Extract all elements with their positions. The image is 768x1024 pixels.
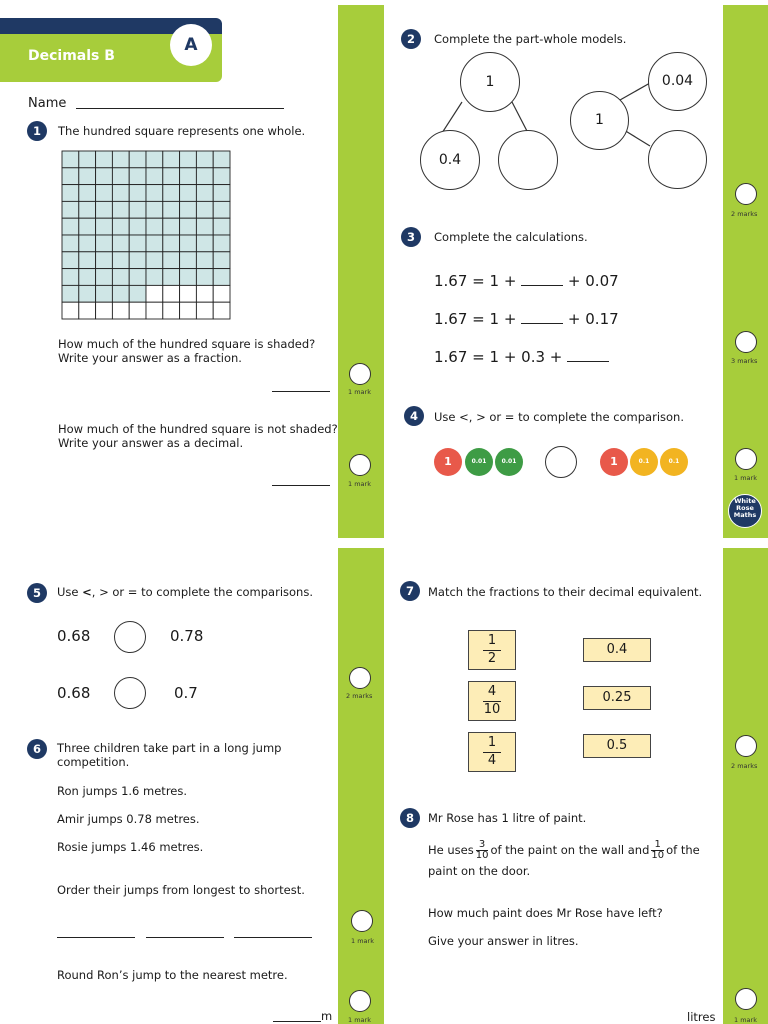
grid-cell-shaded (96, 235, 113, 252)
unit-label: litres (687, 1010, 716, 1024)
mark-circle (735, 735, 757, 757)
question-text: He uses $\frac{3}{10}$ of the paint on the wall and $\frac{1}{10}$ of the (428, 839, 700, 861)
part-whole-part-blank[interactable] (498, 130, 558, 190)
question-text: Write your answer as a fraction. (58, 351, 242, 365)
grid-cell-shaded (112, 269, 129, 286)
answer-line[interactable] (146, 937, 224, 938)
question-text: paint on the door. (428, 864, 531, 878)
grid-cell-shaded (129, 218, 146, 235)
grid-cell-shaded (213, 151, 230, 168)
grid-cell-shaded (62, 252, 79, 269)
unit-label: m (321, 1009, 333, 1023)
grid-cell-shaded (180, 252, 197, 269)
question-prompt: Mr Rose has 1 litre of paint. (428, 811, 587, 825)
comparison-value: 0.78 (170, 627, 204, 645)
grid-cell-shaded (96, 285, 113, 302)
grid-cell-shaded (129, 269, 146, 286)
mark-circle (735, 331, 757, 353)
grid-cell-shaded (79, 235, 96, 252)
mark-circle (349, 990, 371, 1012)
grid-cell-shaded (96, 269, 113, 286)
grid-cell-shaded (79, 168, 96, 185)
grid-cell-shaded (146, 218, 163, 235)
grid-cell-shaded (213, 252, 230, 269)
grid-cell-shaded (196, 151, 213, 168)
marks-label: 3 marks (731, 357, 758, 365)
question-text: Write your answer as a decimal. (58, 436, 244, 450)
grid-cell (79, 302, 96, 319)
grid-cell-shaded (96, 201, 113, 218)
place-value-counter: 0.01 (465, 448, 493, 476)
grid-cell-shaded (180, 235, 197, 252)
calc-left: 1.67 = 1 + (434, 310, 522, 328)
grid-cell (213, 302, 230, 319)
grid-cell-shaded (79, 201, 96, 218)
answer-blank[interactable] (567, 349, 609, 362)
decimal-card[interactable]: 0.25 (583, 686, 651, 710)
part-value: 0.4 (438, 152, 462, 168)
part-whole-part (420, 130, 480, 190)
calculation-row (434, 310, 619, 328)
question-prompt: Three children take part in a long jump (57, 741, 282, 755)
grid-cell-shaded (146, 252, 163, 269)
decimal-card[interactable]: 0.4 (583, 638, 651, 662)
grid-cell-shaded (112, 168, 129, 185)
grid-cell (163, 302, 180, 319)
grid-cell-shaded (62, 201, 79, 218)
grid-cell (213, 285, 230, 302)
grid-cell-shaded (79, 151, 96, 168)
question-number: 5 (27, 583, 47, 603)
question-text: How much paint does Mr Rose have left? (428, 906, 663, 920)
answer-blank[interactable] (521, 273, 563, 286)
grid-cell-shaded (163, 269, 180, 286)
marks-label: 1 mark (348, 1016, 371, 1024)
jump-statement: Amir jumps 0.78 metres. (57, 812, 200, 826)
answer-line[interactable] (234, 937, 312, 938)
grid-cell-shaded (79, 285, 96, 302)
grid-cell-shaded (196, 269, 213, 286)
grid-cell-shaded (62, 151, 79, 168)
grid-cell-shaded (112, 285, 129, 302)
mark-circle (349, 363, 371, 385)
calculation-row (434, 348, 609, 366)
grid-cell-shaded (213, 201, 230, 218)
fraction-card[interactable]: 1 4 (468, 732, 516, 772)
question-number: 6 (27, 739, 47, 759)
grid-cell-shaded (163, 235, 180, 252)
grid-cell-shaded (62, 269, 79, 286)
grid-cell-shaded (112, 252, 129, 269)
grid-cell-shaded (62, 185, 79, 202)
grid-cell-shaded (163, 252, 180, 269)
grid-cell (163, 285, 180, 302)
marks-label: 2 marks (731, 762, 758, 770)
grid-cell-shaded (146, 151, 163, 168)
version-badge (170, 24, 212, 66)
grid-cell (112, 302, 129, 319)
grid-cell (146, 285, 163, 302)
grid-cell-shaded (196, 201, 213, 218)
grid-cell-shaded (196, 218, 213, 235)
grid-cell-shaded (163, 151, 180, 168)
grid-cell-shaded (112, 218, 129, 235)
calculation-row (434, 272, 619, 290)
question-number: 1 (27, 121, 47, 141)
question-number: 7 (400, 581, 420, 601)
answer-blank[interactable] (521, 311, 563, 324)
calc-left: 1.67 = 1 + 0.3 + (434, 348, 568, 366)
answer-line[interactable] (57, 937, 135, 938)
grid-cell-shaded (129, 252, 146, 269)
question-prompt: Use <, > or = to complete the comparisons. (57, 585, 313, 599)
part-whole-whole (570, 91, 629, 150)
marks-label: 2 marks (731, 210, 758, 218)
grid-cell (180, 302, 197, 319)
white-rose-maths-logo: White Rose Maths (728, 494, 762, 528)
grid-cell-shaded (180, 218, 197, 235)
comparison-circle[interactable] (545, 446, 577, 478)
grid-cell-shaded (146, 185, 163, 202)
grid-cell-shaded (213, 218, 230, 235)
comparison-value: 0.68 (57, 627, 91, 645)
mark-circle (735, 448, 757, 470)
question-text: How much of the hundred square is not shaded? (58, 422, 338, 436)
grid-cell-shaded (163, 185, 180, 202)
calc-left: 1.67 = 1 + (434, 272, 522, 290)
name-label: Name (28, 96, 67, 111)
grid-cell-shaded (180, 269, 197, 286)
mark-circle (735, 183, 757, 205)
answer-line[interactable] (272, 485, 330, 486)
part-whole-part (648, 52, 707, 111)
marks-label: 2 marks (346, 692, 373, 700)
grid-cell-shaded (129, 201, 146, 218)
jump-statement: Ron jumps 1.6 metres. (57, 784, 188, 798)
marks-label: 1 mark (734, 474, 757, 482)
answer-line[interactable] (273, 1021, 321, 1022)
grid-cell-shaded (129, 235, 146, 252)
grid-cell-shaded (213, 185, 230, 202)
grid-cell-shaded (129, 151, 146, 168)
page-title: Decimals B (28, 48, 115, 64)
name-field[interactable] (76, 108, 284, 109)
grid-cell-shaded (62, 218, 79, 235)
grid-cell-shaded (96, 185, 113, 202)
grid-cell-shaded (79, 269, 96, 286)
fraction-card[interactable]: 1 2 (468, 630, 516, 670)
marks-label: 1 mark (348, 388, 371, 396)
question-prompt: Match the fractions to their decimal equivalent. (428, 585, 703, 599)
grid-cell (196, 302, 213, 319)
jump-statement: Rosie jumps 1.46 metres. (57, 840, 204, 854)
calc-right: + 0.07 (563, 272, 619, 290)
question-number: 4 (404, 406, 424, 426)
place-value-counter: 0.1 (630, 448, 658, 476)
grid-cell-shaded (79, 252, 96, 269)
comparison-circle[interactable] (114, 621, 146, 653)
grid-cell-shaded (129, 185, 146, 202)
grid-cell-shaded (180, 168, 197, 185)
mark-circle (735, 988, 757, 1010)
grid-cell-shaded (180, 201, 197, 218)
mark-circle (349, 667, 371, 689)
grid-cell-shaded (146, 168, 163, 185)
grid-cell-shaded (62, 235, 79, 252)
grid-cell-shaded (79, 185, 96, 202)
grid-cell-shaded (112, 235, 129, 252)
question-text: Give your answer in litres. (428, 934, 579, 948)
margin-band (723, 548, 768, 1024)
comparison-circle[interactable] (114, 677, 146, 709)
grid-cell-shaded (163, 168, 180, 185)
version-badge-label: A (184, 35, 198, 55)
calc-right: + 0.17 (563, 310, 619, 328)
grid-cell (196, 285, 213, 302)
comparison-value: 0.7 (174, 684, 198, 702)
grid-cell-shaded (196, 185, 213, 202)
grid-cell-shaded (163, 201, 180, 218)
fraction-card[interactable]: 4 10 (468, 681, 516, 721)
grid-cell-shaded (213, 168, 230, 185)
grid-cell-shaded (213, 235, 230, 252)
place-value-counter: 0.1 (660, 448, 688, 476)
question-text: How much of the hundred square is shaded? (58, 337, 316, 351)
question-text: Order their jumps from longest to shortest. (57, 883, 305, 897)
grid-cell-shaded (62, 285, 79, 302)
mark-circle (351, 910, 373, 932)
place-value-counter: 1 (600, 448, 628, 476)
grid-cell-shaded (196, 252, 213, 269)
grid-cell-shaded (163, 218, 180, 235)
grid-cell-shaded (96, 168, 113, 185)
grid-cell (96, 302, 113, 319)
question-text: Round Ron’s jump to the nearest metre. (57, 968, 288, 982)
whole-value: 1 (485, 74, 495, 90)
grid-cell-shaded (180, 185, 197, 202)
margin-band (338, 548, 384, 1024)
grid-cell-shaded (96, 218, 113, 235)
place-value-counter: 1 (434, 448, 462, 476)
grid-cell (129, 302, 146, 319)
grid-cell-shaded (146, 201, 163, 218)
grid-cell-shaded (112, 201, 129, 218)
grid-cell-shaded (96, 151, 113, 168)
grid-cell (180, 285, 197, 302)
hundred-square (61, 150, 231, 320)
answer-line[interactable] (272, 391, 330, 392)
question-prompt: The hundred square represents one whole. (58, 124, 306, 138)
whole-value: 1 (595, 112, 604, 128)
grid-cell (62, 302, 79, 319)
grid-cell (146, 302, 163, 319)
grid-cell-shaded (112, 151, 129, 168)
question-prompt: Complete the calculations. (434, 230, 588, 244)
grid-cell-shaded (213, 269, 230, 286)
comparison-value: 0.68 (57, 684, 91, 702)
grid-cell-shaded (129, 285, 146, 302)
grid-cell-shaded (112, 185, 129, 202)
decimal-card[interactable]: 0.5 (583, 734, 651, 758)
question-prompt: competition. (57, 755, 130, 769)
grid-cell-shaded (62, 168, 79, 185)
marks-label: 1 mark (351, 937, 374, 945)
grid-cell-shaded (180, 151, 197, 168)
mark-circle (349, 454, 371, 476)
part-whole-part-blank[interactable] (648, 130, 707, 189)
grid-cell-shaded (129, 168, 146, 185)
grid-cell-shaded (196, 168, 213, 185)
grid-cell-shaded (96, 252, 113, 269)
grid-cell-shaded (146, 269, 163, 286)
marks-label: 1 mark (348, 480, 371, 488)
grid-cell-shaded (79, 218, 96, 235)
question-number: 8 (400, 808, 420, 828)
grid-cell-shaded (146, 235, 163, 252)
place-value-counter: 0.01 (495, 448, 523, 476)
question-prompt: Complete the part-whole models. (434, 32, 627, 46)
part-value: 0.04 (661, 73, 694, 89)
grid-cell-shaded (196, 235, 213, 252)
marks-label: 1 mark (734, 1016, 757, 1024)
question-number: 2 (401, 29, 421, 49)
question-prompt: Use <, > or = to complete the comparison. (434, 410, 684, 424)
question-number: 3 (401, 227, 421, 247)
part-whole-whole (460, 52, 520, 112)
